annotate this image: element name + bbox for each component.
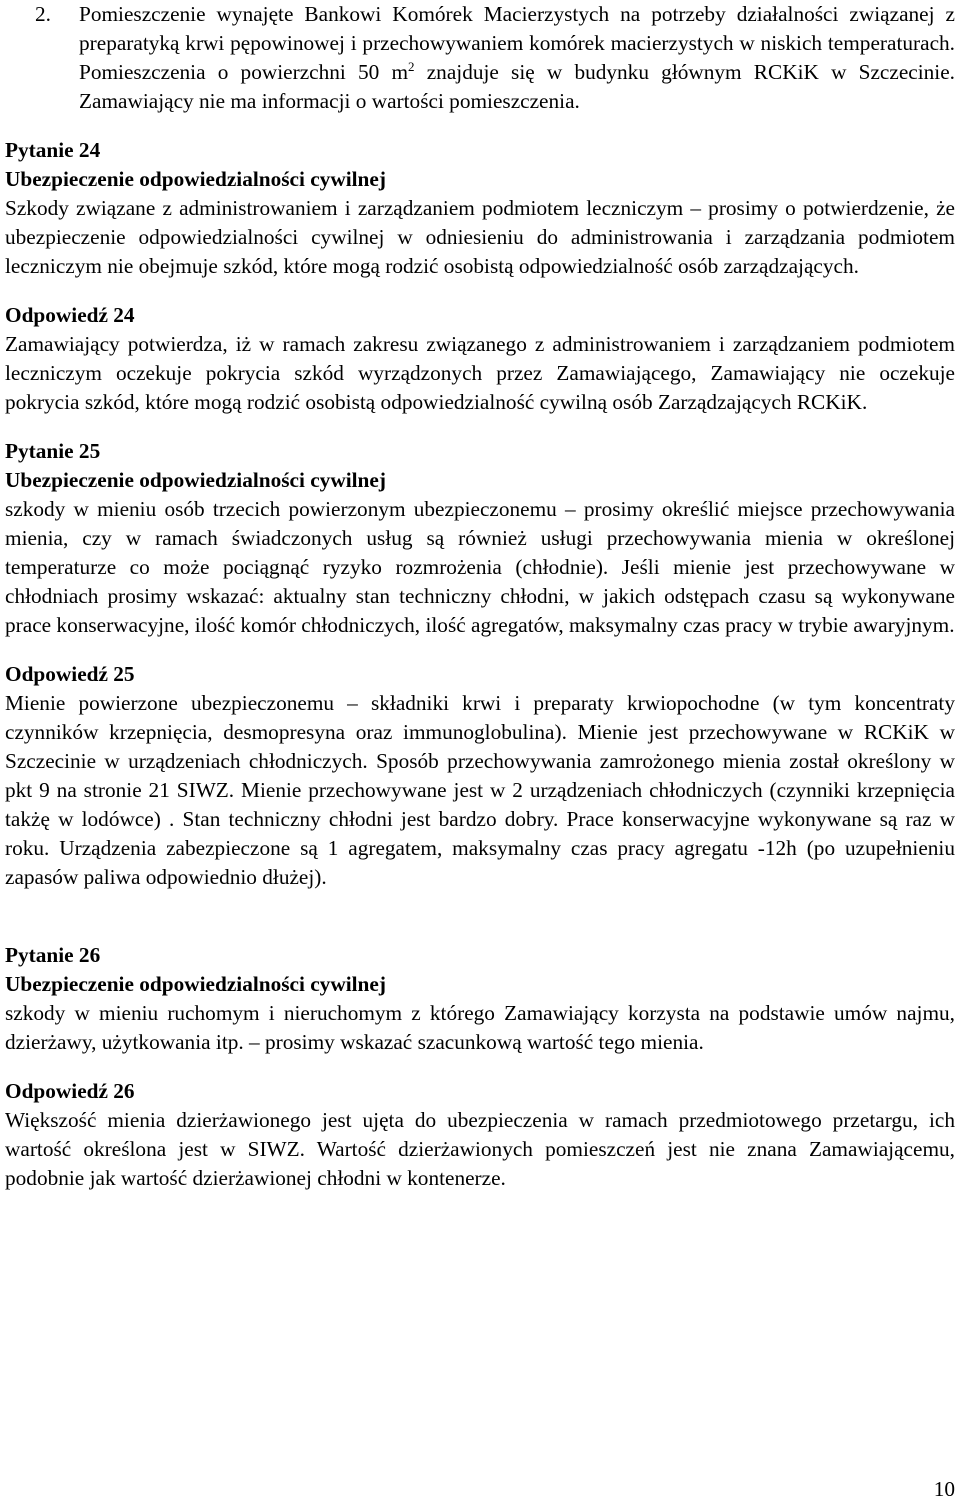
question-text: szkody w mieniu osób trzecich powierzonym ubezpieczonemu – prosimy określić miejsce przechowywania mienia, czy w ramach świadczonych usług są również usługi przechowywania mienia w określonej temperaturze co może pociągnąć ryzyko rozmrożenia (chłodnie). Jeśli mienie jest przechowywane w chłodniach prosimy wskazać: aktualny stan techniczny chłodni, w jakich odstępach czasu są wykonywane prace konserwacyjne, ilość komór chłodniczych, ilość agregatów, maksymalny czas pracy w trybie awaryjnym. — [5, 497, 955, 637]
question-heading: Pytanie 26 — [5, 943, 101, 967]
superscript: 2 — [408, 59, 415, 74]
question-subheading: Ubezpieczenie odpowiedzialności cywilnej — [5, 468, 386, 492]
list-item-2 — [5, 0, 955, 116]
question-heading: Pytanie 24 — [5, 138, 101, 162]
answer-25 — [5, 660, 955, 892]
question-text: Szkody związane z administrowaniem i zarządzaniem podmiotem leczniczym – prosimy o potwierdzenie, że ubezpieczenie odpowiedzialności cywilnej w odniesieniu do administrowania i zarządzania podmiotem leczniczym nie obejmuje szkód, które mogą rodzić osobistą odpowiedzialność osób zarządzających. — [5, 196, 955, 278]
answer-heading: Odpowiedź 26 — [5, 1079, 135, 1103]
answer-text: Większość mienia dzierżawionego jest ujęta do ubezpieczenia w ramach przedmiotowego przetargu, ich wartość określona jest w SIWZ. Wartość dzierżawionych pomieszczeń jest nie znana Zamawiającemu, podobnie jak wartość dzierżawionej chłodni w kontenerze. — [5, 1108, 955, 1190]
question-heading: Pytanie 25 — [5, 439, 101, 463]
question-24 — [5, 136, 955, 281]
question-26 — [5, 941, 955, 1057]
question-subheading: Ubezpieczenie odpowiedzialności cywilnej — [5, 167, 386, 191]
answer-24 — [5, 301, 955, 417]
list-item-text: Pomieszczenie wynajęte Bankowi Komórek Macierzystych na potrzeby działalności związanej z preparatyką krwi pępowinowej i przechowywaniem komórek macierzystych w niskich temperaturach. Pomieszczenia o powierzchni 50 $m^2$ znajduje się w budynku głównym RCKiK w Szczecinie. Zamawiający nie ma informacji o wartości pomieszczenia. — [79, 2, 955, 113]
answer-text: Mienie powierzone ubezpieczonemu – składniki krwi i preparaty krwiopochodne (w tym koncentraty czynników krzepnięcia, desmopresyna oraz immunoglobulina). Mienie jest przechowywane w RCKiK w Szczecinie w urządzeniach chłodniczych. Sposób przechowywania zamrożonego mienia został określony w pkt 9 na stronie 21 SIWZ. Mienie przechowywane jest w 2 urządzeniach chłodniczych (czynniki krzepnięcia takżę w lodówce) . Stan techniczny chłodni jest bardzo dobry. Prace konserwacyjne wykonywane są raz w roku. Urządzenia zabezpieczone są 1 agregatem, maksymalny czas pracy agregatu -12h (po uzupełnieniu zapasów paliwa odpowiednio dłużej). — [5, 691, 955, 889]
answer-heading: Odpowiedź 25 — [5, 662, 135, 686]
answer-text: Zamawiający potwierdza, iż w ramach zakresu związanego z administrowaniem i zarządzaniem podmiotem leczniczym oczekuje pokrycia szkód wyrządzonych przez Zamawiającego, Zamawiający nie oczekuje pokrycia szkód, które mogą rodzić osobistą odpowiedzialność cywilną osób Zarządzających RCKiK. — [5, 332, 955, 414]
list-item-number: 2. — [35, 2, 51, 26]
question-25 — [5, 437, 955, 640]
answer-26 — [5, 1077, 955, 1193]
document-page — [5, 0, 955, 1193]
question-text: szkody w mieniu ruchomym i nieruchomym z którego Zamawiający korzysta na podstawie umów najmu, dzierżawy, użytkowania itp. – prosimy wskazać szacunkową wartość tego mienia. — [5, 1001, 955, 1054]
page-number: 10 — [933, 1477, 955, 1501]
question-subheading: Ubezpieczenie odpowiedzialności cywilnej — [5, 972, 386, 996]
answer-heading: Odpowiedź 24 — [5, 303, 135, 327]
